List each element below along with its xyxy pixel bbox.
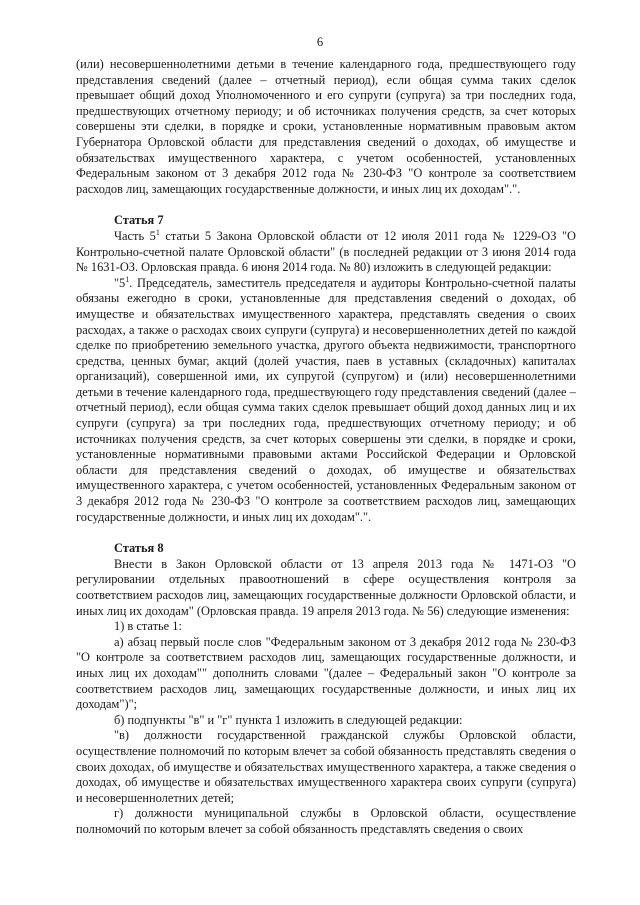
superscript: 1 [155,227,160,237]
article-7-new-text-rest: . Председатель, заместитель председателя и аудиторы Контрольно-счетной палаты обязаны ежегодно в сроки, установленные для представления сведений о доходах, об имуществе и обязательствах имущественного характера, представлять сведения о своих расходах, а также о расходах своих супруги (супруга) и несовершеннолетних детей по каждой сделке по приобретению земельного участка, другого объекта недвижимости, транспортного средства, ценных бумаг, акций (долей участия, паев в уставных (складочных) капиталах организаций), совершенной ими, их супругой (супругом) и (или) несовершеннолетними детьми в течение календарного года, предшествующего году представления сведений (далее – отчетный период), если общая сумма таких сделок превышает общий доход данных лиц и их супруги (супруга) за три последних года, предшествующих отчетному периоду; и об источниках получения средств, за счет которых совершены эти сделки, в порядке и сроки, установленные нормативными правовыми актами Российской Федерации и Орловской области для представления сведений о доходах, об имуществе и обязательствах имущественного характера, с учетом особенностей, установленных Федеральным законом от 3 декабря 2012 года № 230-ФЗ "О контроле за соответствием расходов лиц, замещающих государственные должности, и иных лиц их доходам".". [76,275,576,524]
subparagraph-v: "в) должности государственной гражданской службы Орловской области, осуществление полномочий по которым влечет за собой обязанность представлять сведения о своих доходах, об имуществе и обязательствах имущественного характера, а также сведения о доходах, об имуществе и обязательствах имущественного характера своих супруги (супруга) и несовершеннолетних детей; [76,728,576,805]
article-7-intro-rest: статьи 5 Закона Орловской области от 12 июля 2011 года № 1229-ОЗ "О Контрольно-счетной палате Орловской области" (в последней редакции от 3 июня 2014 года № 1631-ОЗ. Орловская правда. 6 июня 2014 года. № 80) изложить в следующей редакции: [76,228,576,275]
document-body [76,57,576,838]
superscript: 1 [125,274,130,284]
paragraph-continuation: (или) несовершеннолетними детьми в течение календарного года, предшествующего году представления сведений (далее – отчетный период), если общая сумма таких сделок превышает общий доход Уполномоченного и его супруги (супруга) за три последних года, предшествующих отчетному периоду; и об источниках получения средств, за счет которых совершены эти сделки, в порядке и сроки, установленные нормативным правовым актом Губернатора Орловской области для представления сведений о доходах, об имуществе и обязательствах имущественного характера, с учетом особенностей, установленных Федеральным законом от 3 декабря 2012 года № 230-ФЗ "О контроле за соответствием расходов лиц, замещающих государственные должности, и иных лиц их доходам".". [76,57,576,196]
subparagraph-g: г) должности муниципальной службы в Орловской области, осуществление полномочий по которым влечет за собой обязанность представлять сведения о своих [76,806,576,836]
article-7-new-text [76,276,576,526]
article-7-intro [76,229,576,276]
article-7-intro-start: Часть 5 [114,228,156,243]
article-7-heading: Статья 7 [114,213,164,228]
article-8-heading: Статья 8 [114,541,164,556]
page-number: 6 [316,35,324,49]
article-7-new-text-start: "5 [114,275,126,290]
list-item-1b: б) подпункты "в" и "г" пункта 1 изложить в следующей редакции: [114,712,463,727]
article-8-intro: Внести в Закон Орловской области от 13 апреля 2013 года № 1471-ОЗ "О регулировании отдельных правоотношений в сфере осуществления контроля за соответствием расходов лиц, замещающих государственные должности Орловской области, и иных лиц их доходам" (Орловская правда. 19 апреля 2013 года. № 56) следующие изменения: [76,556,576,618]
list-item-1a: а) абзац первый после слов "Федеральным законом от 3 декабря 2012 года № 230-ФЗ "О контроле за соответствием расходов лиц, замещающих государственные должности, и иных лиц их доходам"" дополнить словами "(далее – Федеральный закон "О контроле за соответствием расходов лиц, замещающих государственные должности, и иных лиц их доходам")"; [76,634,576,712]
list-item-1: 1) в статье 1: [114,619,182,634]
